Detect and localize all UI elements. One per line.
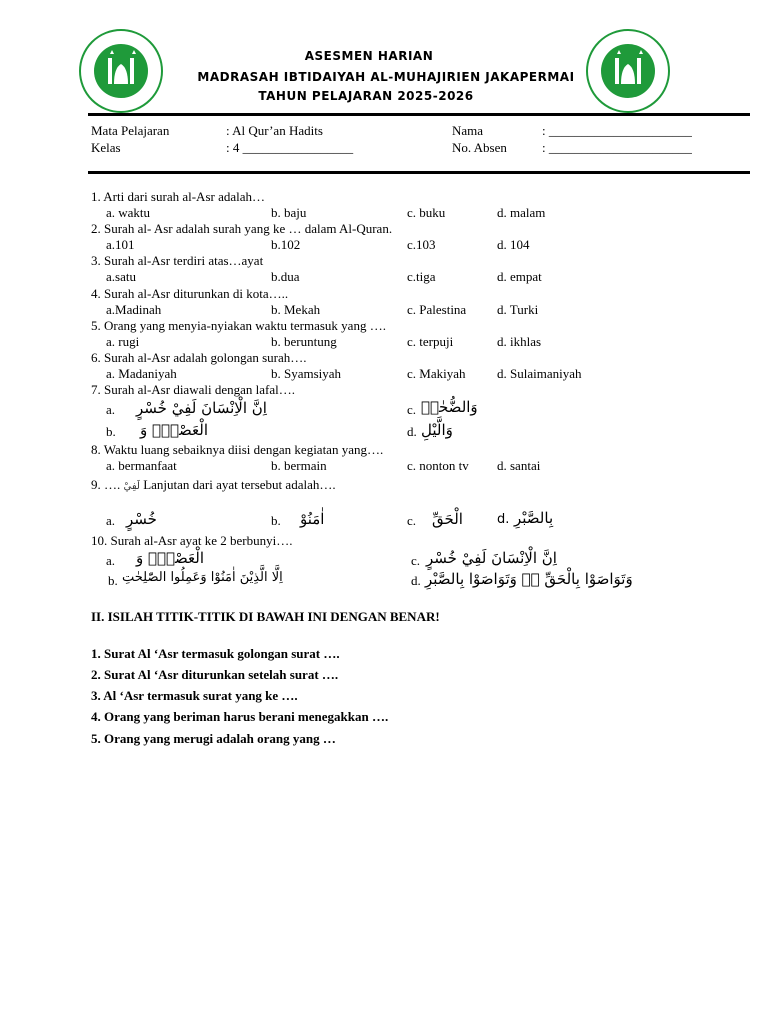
question-9-prefix: 9. ….	[91, 477, 121, 492]
option-2d[interactable]: d. 104	[497, 237, 530, 252]
option-1a[interactable]: a. waktu	[106, 205, 151, 220]
option-10a-arabic[interactable]: الْعَصْرِۙ وَ	[136, 549, 204, 567]
option-2c[interactable]: c.103	[407, 237, 436, 252]
option-10b-arabic[interactable]: اِلَّا الَّذِيْنَ اٰمَنُوْا وَعَمِلُوا الصّٰلِحٰتِ	[122, 570, 283, 585]
option-7b-letter[interactable]: b.	[106, 424, 116, 439]
essay-question-4: 4. Orang yang beriman harus berani menegakkan ….	[91, 709, 389, 724]
option-10a-letter[interactable]: a.	[106, 553, 116, 568]
option-8d[interactable]: d. santai	[497, 458, 541, 473]
option-7d-letter[interactable]: d.	[407, 424, 417, 439]
option-8c[interactable]: c. nonton tv	[407, 458, 469, 473]
option-8b[interactable]: b. bermain	[271, 458, 327, 473]
section-2-title: II. ISILAH TITIK-TITIK DI BAWAH INI DENGAN BENAR!	[91, 609, 440, 624]
option-1c[interactable]: c. buku	[407, 205, 446, 220]
class-value[interactable]: : 4 _________________	[226, 140, 354, 155]
option-7b-arabic[interactable]: الْعَصْرِۙ وَ	[140, 421, 208, 439]
option-2b[interactable]: b.102	[271, 237, 301, 252]
name-label: Nama	[452, 123, 484, 138]
option-10b-letter[interactable]: b.	[108, 573, 118, 588]
option-2a[interactable]: a.101	[106, 237, 135, 252]
option-5a[interactable]: a. rugi	[106, 334, 140, 349]
question-9-arabic: لَفِيْ	[123, 481, 140, 492]
info-divider	[88, 171, 750, 174]
header-divider	[88, 113, 750, 116]
option-6c[interactable]: c. Makiyah	[407, 366, 466, 381]
option-5b[interactable]: b. beruntung	[271, 334, 337, 349]
option-9a-arabic[interactable]: خُسْرٍ	[126, 510, 157, 528]
option-9c-arabic[interactable]: الْحَقِّ	[432, 510, 463, 528]
header-school-name: MADRASAH IBTIDAIYAH AL-MUHAJIRIEN JAKAPERMAI	[197, 70, 575, 84]
question-2: 2. Surah al- Asr adalah surah yang ke … dalam Al-Quran.	[91, 221, 393, 236]
option-4c[interactable]: c. Palestina	[407, 302, 467, 317]
essay-question-5: 5. Orang yang merugi adalah orang yang …	[91, 731, 336, 746]
option-1b[interactable]: b. baju	[271, 205, 307, 220]
essay-question-3: 3. Al ‘Asr termasuk surat yang ke ….	[91, 688, 298, 703]
option-7c-letter[interactable]: c.	[407, 402, 417, 417]
absen-label: No. Absen	[452, 140, 507, 155]
question-6: 6. Surah al-Asr adalah golongan surah….	[91, 350, 307, 365]
option-4a[interactable]: a.Madinah	[106, 302, 162, 317]
class-label: Kelas	[91, 140, 121, 155]
option-6b[interactable]: b. Syamsiyah	[271, 366, 342, 381]
question-1: 1. Arti dari surah al-Asr adalah…	[91, 189, 266, 204]
option-5d[interactable]: d. ikhlas	[497, 334, 542, 349]
header-year: TAHUN PELAJARAN 2025-2026	[258, 89, 474, 103]
option-7c-arabic[interactable]: وَالضُّحٰىۙ	[421, 398, 478, 416]
option-8a[interactable]: a. bermanfaat	[106, 458, 177, 473]
question-4: 4. Surah al-Asr diturunkan di kota…..	[91, 286, 289, 301]
question-8: 8. Waktu luang sebaiknya diisi dengan kegiatan yang….	[91, 442, 384, 457]
option-9c-letter[interactable]: c.	[407, 513, 417, 528]
absen-field[interactable]: : ______________________	[542, 140, 692, 155]
name-field[interactable]: : ______________________	[542, 123, 692, 138]
question-7: 7. Surah al-Asr diawali dengan lafal….	[91, 382, 295, 397]
option-7a-letter[interactable]: a.	[106, 402, 116, 417]
question-3: 3. Surah al-Asr terdiri atas…ayat	[91, 253, 264, 268]
question-9-text: Lanjutan dari ayat tersebut adalah….	[143, 477, 336, 492]
option-4d[interactable]: d. Turki	[497, 302, 539, 317]
option-10d-letter[interactable]: d.	[411, 573, 421, 588]
essay-question-1: 1. Surat Al ‘Asr termasuk golongan surat ….	[91, 646, 340, 661]
option-6d[interactable]: d. Sulaimaniyah	[497, 366, 582, 381]
option-3b[interactable]: b.dua	[271, 269, 300, 284]
option-3a[interactable]: a.satu	[106, 269, 136, 284]
option-9b-letter[interactable]: b.	[271, 513, 281, 528]
option-9b-arabic[interactable]: اٰمَنُوْ	[300, 510, 325, 528]
option-3d[interactable]: d. empat	[497, 269, 542, 284]
subject-value: : Al Qur’an Hadits	[226, 123, 323, 138]
option-9d-letter[interactable]: d.	[497, 512, 510, 527]
option-1d[interactable]: d. malam	[497, 205, 546, 220]
option-10c-letter[interactable]: c.	[411, 553, 421, 568]
question-10: 10. Surah al-Asr ayat ke 2 berbunyi….	[91, 533, 293, 548]
header-title: ASESMEN HARIAN	[304, 49, 434, 63]
option-7d-arabic[interactable]: وَالَّيْلِ	[421, 421, 453, 439]
option-4b[interactable]: b. Mekah	[271, 302, 321, 317]
option-7a-arabic[interactable]: اِنَّ الْاِنْسَانَ لَفِيْ خُسْرٍ	[136, 399, 267, 417]
subject-label: Mata Pelajaran	[91, 123, 170, 138]
option-9a-letter[interactable]: a.	[106, 513, 116, 528]
option-10d-arabic[interactable]: وَتَوَاصَوْا بِالْحَقِّ ەۙ وَتَوَاصَوْا بِالصَّبْرِ	[425, 570, 633, 588]
option-9d-arabic[interactable]: بِالصَّبْرِ	[514, 509, 554, 527]
option-5c[interactable]: c. terpuji	[407, 334, 454, 349]
option-3c[interactable]: c.tiga	[407, 269, 436, 284]
question-5: 5. Orang yang menyia-nyiakan waktu termasuk yang ….	[91, 318, 386, 333]
option-6a[interactable]: a. Madaniyah	[106, 366, 177, 381]
essay-question-2: 2. Surat Al ‘Asr diturunkan setelah surat ….	[91, 667, 339, 682]
question-9	[91, 477, 336, 493]
option-10c-arabic[interactable]: اِنَّ الْاِنْسَانَ لَفِيْ خُسْرٍ	[426, 549, 557, 567]
